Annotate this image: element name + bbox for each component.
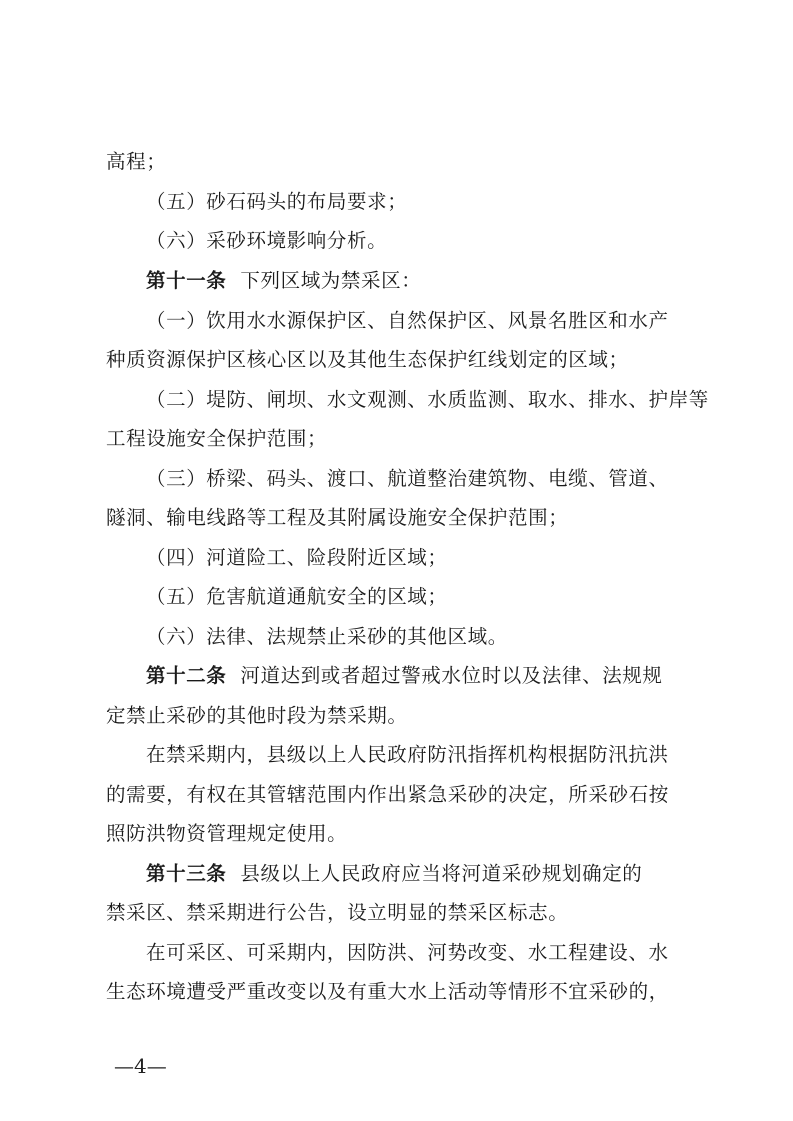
text-line: 定禁止采砂的其他时段为禁采期。 <box>106 704 408 727</box>
text-line: （三）桥梁、码头、渡口、航道整治建筑物、电缆、管道、 <box>146 467 669 490</box>
text-line: 种质资源保护区核心区以及其他生态保护红线划定的区域； <box>106 348 629 371</box>
text-line: （二）堤防、闸坝、水文观测、水质监测、取水、排水、护岸等 <box>146 388 709 411</box>
article-number: 第十一条 <box>146 269 227 292</box>
article-12-paragraph <box>146 661 746 691</box>
text-line: 生态环境遭受严重改变以及有重大水上活动等情形不宜采砂的， <box>106 980 669 1003</box>
text-line: （一）饮用水水源保护区、自然保护区、风景名胜区和水产 <box>146 309 669 332</box>
text-line: （六）法律、法规禁止采砂的其他区域。 <box>146 625 508 648</box>
text-line: 的需要，有权在其管辖范围内作出紧急采砂的决定，所采砂石按 <box>106 783 669 806</box>
article-11-paragraph <box>146 266 746 296</box>
article-13-paragraph <box>146 859 746 889</box>
text-line: 隧洞、输电线路等工程及其附属设施安全保护范围； <box>106 506 569 529</box>
text-line: （五）危害航道通航安全的区域； <box>146 585 448 608</box>
text-line: 在禁采期内，县级以上人民政府防汛指挥机构根据防汛抗洪 <box>146 743 669 766</box>
article-number: 第十二条 <box>146 664 227 687</box>
text-line: 工程设施安全保护范围； <box>106 427 328 450</box>
article-text: 河道达到或者超过警戒水位时以及法律、法规规 <box>240 664 663 687</box>
article-number: 第十三条 <box>146 862 227 885</box>
text-line: （六）采砂环境影响分析。 <box>146 229 388 252</box>
text-line: （四）河道险工、险段附近区域； <box>146 546 448 569</box>
text-line: （五）砂石码头的布局要求； <box>146 190 408 213</box>
page-number: —4— <box>114 1054 167 1078</box>
text-line: 高程； <box>106 150 167 173</box>
article-text: 下列区域为禁采区： <box>240 269 422 292</box>
text-line: 在可采区、可采期内，因防洪、河势改变、水工程建设、水 <box>146 941 669 964</box>
text-line: 禁采区、禁采期进行公告，设立明显的禁采区标志。 <box>106 901 569 924</box>
text-line: 照防洪物资管理规定使用。 <box>106 822 348 845</box>
article-text: 县级以上人民政府应当将河道采砂规划确定的 <box>240 862 643 885</box>
